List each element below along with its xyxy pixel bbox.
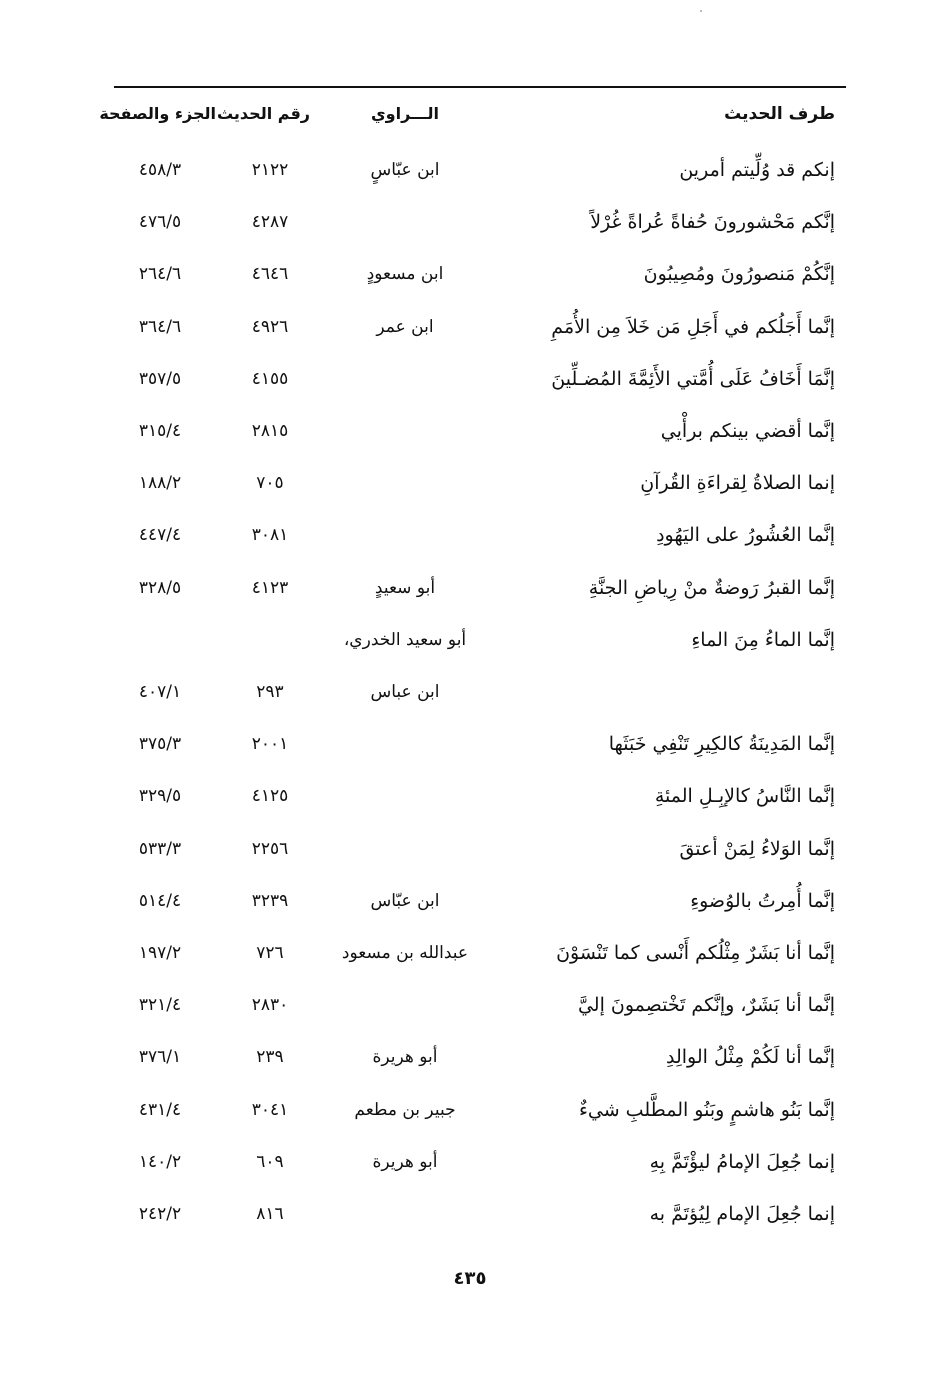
row-narrator — [330, 829, 480, 869]
table-row — [0, 829, 939, 869]
row-hadith: إنكم قد وُلِّيتم أمرين — [679, 159, 835, 181]
row-number: ٦٠٩ — [256, 1152, 284, 1172]
row-page: ٣٢٩/٥ — [138, 786, 182, 806]
row-page: ٣٧٦/١ — [138, 1047, 182, 1067]
row-page: ٥١٤/٤ — [138, 891, 182, 911]
row-page — [104, 620, 216, 660]
row-page: ٣٢٨/٥ — [138, 578, 182, 598]
row-narrator — [330, 776, 480, 816]
table-row — [0, 724, 939, 764]
row-hadith: إنَّما بَنُو هاشمٍ وبَنُو المطَّلبِ شيءٌ — [578, 1099, 835, 1121]
row-narrator — [330, 515, 480, 555]
row-page: ٤٧٦/٥ — [138, 212, 182, 232]
table-header — [0, 94, 939, 134]
row-hadith: إنَّما الوَلاءُ لِمَنْ أعتقَ — [679, 838, 835, 860]
row-number: ٧٢٦ — [256, 943, 284, 963]
table-row — [0, 411, 939, 451]
table-row — [0, 776, 939, 816]
header-number: رقم الحديث — [216, 104, 310, 123]
row-hadith: إنَّكم مَحْشورونَ حُفاةً عُراةً غُرْلاً — [590, 211, 835, 233]
row-narrator: عبدالله بن مسعود — [341, 943, 469, 963]
row-narrator: ابن عمر — [376, 317, 434, 337]
table-row — [0, 672, 939, 712]
row-number: ٤٢٨٧ — [251, 212, 289, 232]
row-number: ٤١٢٣ — [251, 578, 289, 598]
row-page: ٤٣١/٤ — [138, 1100, 182, 1120]
row-number: ٣٠٨١ — [251, 525, 289, 545]
row-narrator — [330, 724, 480, 764]
row-number: ٨١٦ — [256, 1204, 284, 1224]
row-hadith: إنَّما أقضي بينكم برأْيي — [660, 420, 835, 442]
row-narrator — [330, 359, 480, 399]
row-narrator: ابن عبّاسٍ — [370, 160, 440, 180]
row-hadith: إنَّما القبرُ رَوضةٌ منْ رِياضِ الجنَّةِ — [588, 577, 835, 599]
row-narrator: أبو سعيد الخدري، — [343, 630, 467, 650]
table-row — [0, 1037, 939, 1077]
row-hadith: إنَّما أنا بَشَرٌ مِثْلُكم أَنْسى كما تَنْسَوْنَ — [556, 942, 835, 964]
row-hadith: إنَّما أنا بَشَرٌ، وإنَّكم تَخْتصِمونَ إليَّ — [577, 994, 835, 1016]
row-narrator — [330, 202, 480, 242]
row-number: ٢١٢٢ — [251, 160, 289, 180]
row-hadith: إنما جُعِلَ الإمام لِيُؤتَمَّ به — [649, 1203, 835, 1225]
page-number: ٤٣٥ — [453, 1268, 487, 1289]
row-page: ٥٣٣/٣ — [138, 839, 182, 859]
row-narrator — [330, 1194, 480, 1234]
row-page: ١٩٧/٢ — [138, 943, 182, 963]
row-page: ٣٧٥/٣ — [138, 734, 182, 754]
scan-speck — [700, 10, 702, 12]
table-row — [0, 307, 939, 347]
row-page: ١٤٠/٢ — [138, 1152, 182, 1172]
row-page: ٣٥٧/٥ — [138, 369, 182, 389]
row-page: ١٨٨/٢ — [138, 473, 182, 493]
table-row — [0, 463, 939, 503]
row-number: ٤١٢٥ — [251, 786, 289, 806]
row-number: ٢٨٣٠ — [251, 995, 289, 1015]
table-row — [0, 202, 939, 242]
header-narrator: الـــراوي — [371, 104, 439, 123]
table-row — [0, 620, 939, 660]
row-narrator: جبير بن مطعم — [354, 1100, 456, 1120]
header-page: الجزء والصفحة — [99, 104, 216, 123]
row-narrator — [330, 463, 480, 503]
row-narrator: ابن عباس — [370, 682, 440, 702]
top-rule — [114, 86, 846, 88]
row-page: ٣٢١/٤ — [138, 995, 182, 1015]
row-page: ٢٤٢/٢ — [138, 1204, 182, 1224]
table-row — [0, 568, 939, 608]
table-row — [0, 1194, 939, 1234]
row-number: ٣٢٣٩ — [251, 891, 289, 911]
table-row — [0, 359, 939, 399]
table-row — [0, 933, 939, 973]
table-row — [0, 985, 939, 1025]
row-page: ٢٦٤/٦ — [138, 264, 182, 284]
row-narrator: أبو سعيدٍ — [374, 578, 436, 598]
row-hadith: إنَّما أُمِرتُ بالوُضوءِ — [690, 890, 835, 912]
row-narrator — [330, 411, 480, 451]
row-number: ٢٩٣ — [256, 682, 284, 702]
row-narrator: أبو هريرة — [372, 1152, 438, 1172]
row-hadith: إنَّما الماءُ مِنَ الماءِ — [691, 629, 835, 651]
row-page: ٤٠٧/١ — [138, 682, 182, 702]
row-hadith: إنَّما العُشُورُ على اليَهُودِ — [656, 524, 835, 546]
row-hadith — [505, 672, 835, 712]
row-narrator: ابن عبّاس — [370, 891, 440, 911]
row-number: ٢٨١٥ — [251, 421, 289, 441]
table-row — [0, 150, 939, 190]
table-row — [0, 1090, 939, 1130]
row-hadith: إنَّما أَجَلُكم في أَجَلِ مَن خَلاَ مِن الأُمَمِ — [551, 316, 835, 338]
row-number: ٤١٥٥ — [251, 369, 289, 389]
table-row — [0, 254, 939, 294]
row-number: ٧٠٥ — [256, 473, 284, 493]
row-hadith: إنما جُعِلَ الإمامُ ليؤْتَمَّ بِهِ — [649, 1151, 835, 1173]
row-page: ٤٥٨/٣ — [138, 160, 182, 180]
header-hadith: طرف الحديث — [724, 104, 835, 124]
row-hadith: إنَّما المَدِينَةُ كالكِيرِ تَنْفِي خَبَثَها — [608, 733, 835, 755]
row-hadith: إنَّما أنا لَكُمْ مِثْلُ الوالِدِ — [665, 1046, 835, 1068]
row-number — [230, 620, 310, 660]
row-number: ٤٩٢٦ — [251, 317, 289, 337]
row-page: ٣١٥/٤ — [138, 421, 182, 441]
row-number: ٢٠٠١ — [251, 734, 289, 754]
row-hadith: إنَّكُمْ مَنصورُونَ ومُصِيبُونَ — [643, 263, 835, 285]
table-row — [0, 515, 939, 555]
row-narrator: ابن مسعودٍ — [366, 264, 444, 284]
row-page: ٣٦٤/٦ — [138, 317, 182, 337]
row-page: ٤٤٧/٤ — [138, 525, 182, 545]
table-row — [0, 881, 939, 921]
row-number: ٤٦٤٦ — [251, 264, 289, 284]
row-hadith: إنَّما النَّاسُ كالإبِـلِ المئةِ — [654, 785, 835, 807]
table-row — [0, 1142, 939, 1182]
row-number: ٣٠٤١ — [251, 1100, 289, 1120]
row-hadith: إنما الصلاةُ لِقراءَةِ القُرآنِ — [640, 472, 835, 494]
row-hadith: إنَّمَا أَخَافُ عَلَى أُمَّتي الأَئِمَّةَ المُضـلِّينَ — [551, 368, 835, 390]
row-number: ٢٢٥٦ — [251, 839, 289, 859]
row-narrator — [330, 985, 480, 1025]
row-number: ٢٣٩ — [256, 1047, 284, 1067]
row-narrator: أبو هريرة — [372, 1047, 438, 1067]
